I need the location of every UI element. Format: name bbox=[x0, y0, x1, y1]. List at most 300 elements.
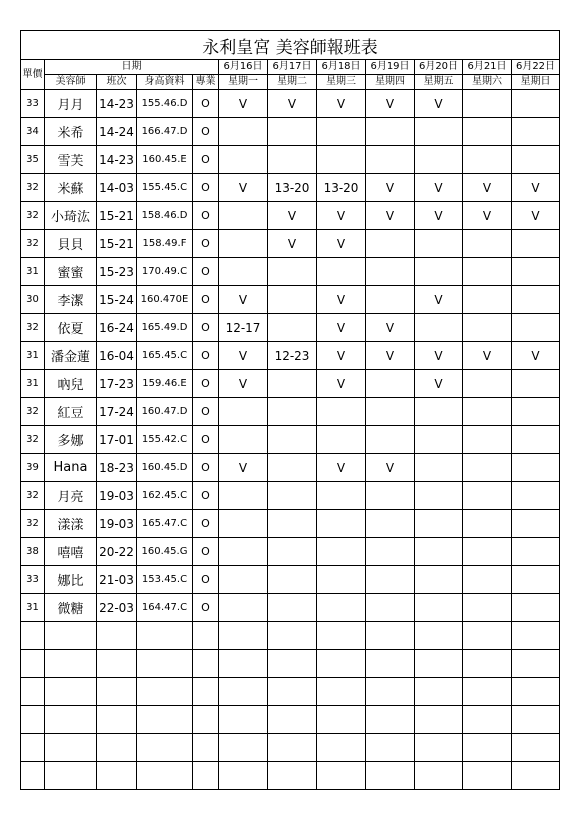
empty-cell bbox=[317, 734, 366, 762]
table-row bbox=[21, 370, 560, 398]
date-header-4: 6月19日 bbox=[366, 60, 415, 75]
day-cell bbox=[317, 538, 366, 566]
day-cell bbox=[512, 454, 560, 482]
day-cell bbox=[268, 566, 317, 594]
empty-cell bbox=[366, 762, 415, 790]
day-cell: V bbox=[415, 202, 463, 230]
table-row bbox=[21, 398, 560, 426]
day-cell bbox=[219, 146, 268, 174]
name-cell: 貝貝 bbox=[45, 230, 97, 258]
table-row bbox=[21, 566, 560, 594]
empty-cell bbox=[193, 678, 219, 706]
empty-cell bbox=[268, 678, 317, 706]
day-cell: V bbox=[463, 342, 512, 370]
day-cell bbox=[512, 90, 560, 118]
weekday-header-2: 星期二 bbox=[268, 75, 317, 90]
empty-cell bbox=[268, 734, 317, 762]
flag-cell: O bbox=[193, 202, 219, 230]
day-cell bbox=[415, 426, 463, 454]
info-cell: 166.47.D bbox=[137, 118, 193, 146]
day-cell bbox=[415, 258, 463, 286]
day-cell bbox=[463, 398, 512, 426]
shift-cell: 17-23 bbox=[97, 370, 137, 398]
empty-cell bbox=[97, 678, 137, 706]
empty-cell bbox=[193, 734, 219, 762]
day-cell: V bbox=[317, 202, 366, 230]
day-cell bbox=[268, 454, 317, 482]
day-cell: V bbox=[366, 342, 415, 370]
date-header-3: 6月18日 bbox=[317, 60, 366, 75]
name-cell: 依夏 bbox=[45, 314, 97, 342]
day-cell: V bbox=[219, 174, 268, 202]
empty-cell bbox=[463, 678, 512, 706]
day-cell: 12-17 bbox=[219, 314, 268, 342]
table-row bbox=[21, 146, 560, 174]
empty-cell bbox=[366, 734, 415, 762]
day-cell: V bbox=[219, 454, 268, 482]
day-cell bbox=[268, 258, 317, 286]
day-cell bbox=[512, 510, 560, 538]
name-column-header: 美容師 bbox=[45, 75, 97, 90]
price-cell: 38 bbox=[21, 538, 45, 566]
empty-cell bbox=[463, 650, 512, 678]
day-cell bbox=[317, 426, 366, 454]
info-cell: 155.46.D bbox=[137, 90, 193, 118]
price-cell: 35 bbox=[21, 146, 45, 174]
table-row bbox=[21, 90, 560, 118]
table-row bbox=[21, 426, 560, 454]
empty-cell bbox=[268, 622, 317, 650]
info-cell: 170.49.C bbox=[137, 258, 193, 286]
empty-cell bbox=[512, 678, 560, 706]
info-cell: 160.45.E bbox=[137, 146, 193, 174]
roster-sheet bbox=[20, 30, 560, 790]
day-cell: V bbox=[415, 174, 463, 202]
day-cell bbox=[463, 230, 512, 258]
name-cell: 微糖 bbox=[45, 594, 97, 622]
shift-cell: 14-23 bbox=[97, 90, 137, 118]
empty-cell bbox=[219, 622, 268, 650]
table-row bbox=[21, 342, 560, 370]
day-cell bbox=[219, 510, 268, 538]
day-cell bbox=[366, 258, 415, 286]
empty-cell bbox=[137, 762, 193, 790]
info-cell: 165.45.C bbox=[137, 342, 193, 370]
day-cell: V bbox=[415, 90, 463, 118]
empty-cell bbox=[45, 734, 97, 762]
day-cell bbox=[219, 594, 268, 622]
day-cell bbox=[415, 482, 463, 510]
empty-cell bbox=[317, 706, 366, 734]
table-row bbox=[21, 258, 560, 286]
weekday-header-7: 星期日 bbox=[512, 75, 560, 90]
day-cell: V bbox=[415, 342, 463, 370]
flag-cell: O bbox=[193, 174, 219, 202]
day-cell: V bbox=[415, 370, 463, 398]
flag-cell: O bbox=[193, 118, 219, 146]
day-cell bbox=[366, 594, 415, 622]
day-cell bbox=[317, 510, 366, 538]
day-cell: V bbox=[219, 286, 268, 314]
price-cell: 32 bbox=[21, 174, 45, 202]
shift-cell: 16-04 bbox=[97, 342, 137, 370]
flag-cell: O bbox=[193, 90, 219, 118]
day-cell: V bbox=[268, 230, 317, 258]
day-cell bbox=[219, 426, 268, 454]
shift-cell: 15-21 bbox=[97, 202, 137, 230]
info-cell: 160.45.D bbox=[137, 454, 193, 482]
day-cell bbox=[366, 370, 415, 398]
day-cell bbox=[463, 426, 512, 454]
day-cell bbox=[317, 118, 366, 146]
price-cell: 30 bbox=[21, 286, 45, 314]
day-cell bbox=[268, 370, 317, 398]
day-cell bbox=[415, 454, 463, 482]
shift-cell: 16-24 bbox=[97, 314, 137, 342]
day-cell bbox=[415, 118, 463, 146]
flag-cell: O bbox=[193, 398, 219, 426]
day-cell bbox=[268, 146, 317, 174]
day-cell bbox=[463, 510, 512, 538]
day-cell bbox=[415, 398, 463, 426]
name-cell: 紅豆 bbox=[45, 398, 97, 426]
empty-cell bbox=[193, 622, 219, 650]
day-cell: V bbox=[317, 342, 366, 370]
empty-cell bbox=[193, 650, 219, 678]
shift-cell: 15-23 bbox=[97, 258, 137, 286]
empty-cell bbox=[463, 762, 512, 790]
empty-cell bbox=[463, 734, 512, 762]
name-cell: 潘金蓮 bbox=[45, 342, 97, 370]
table-row bbox=[21, 118, 560, 146]
price-cell: 31 bbox=[21, 342, 45, 370]
day-cell bbox=[463, 482, 512, 510]
price-cell: 32 bbox=[21, 426, 45, 454]
table-row bbox=[21, 202, 560, 230]
empty-row bbox=[21, 734, 560, 762]
price-cell: 31 bbox=[21, 594, 45, 622]
day-cell bbox=[268, 538, 317, 566]
day-cell bbox=[317, 566, 366, 594]
day-cell bbox=[512, 594, 560, 622]
table-row bbox=[21, 510, 560, 538]
empty-cell bbox=[21, 678, 45, 706]
empty-cell bbox=[219, 734, 268, 762]
day-cell: V bbox=[366, 202, 415, 230]
shift-cell: 14-23 bbox=[97, 146, 137, 174]
table-row bbox=[21, 174, 560, 202]
empty-cell bbox=[463, 706, 512, 734]
shift-column-header: 班次 bbox=[97, 75, 137, 90]
day-cell bbox=[463, 370, 512, 398]
day-cell: V bbox=[463, 202, 512, 230]
day-cell: V bbox=[268, 202, 317, 230]
day-cell: V bbox=[317, 314, 366, 342]
day-cell bbox=[366, 230, 415, 258]
day-cell bbox=[317, 146, 366, 174]
day-cell bbox=[366, 398, 415, 426]
info-cell: 160.45.G bbox=[137, 538, 193, 566]
day-cell: V bbox=[366, 314, 415, 342]
day-cell: V bbox=[317, 230, 366, 258]
empty-cell bbox=[366, 622, 415, 650]
day-cell bbox=[463, 454, 512, 482]
empty-cell bbox=[219, 706, 268, 734]
empty-cell bbox=[415, 706, 463, 734]
name-cell: 多娜 bbox=[45, 426, 97, 454]
day-cell bbox=[512, 286, 560, 314]
table-row bbox=[21, 454, 560, 482]
date-header: 日期 bbox=[45, 60, 219, 75]
day-cell bbox=[463, 90, 512, 118]
empty-cell bbox=[366, 706, 415, 734]
day-cell bbox=[512, 230, 560, 258]
empty-cell bbox=[366, 678, 415, 706]
empty-cell bbox=[21, 734, 45, 762]
day-cell bbox=[366, 286, 415, 314]
table-row bbox=[21, 314, 560, 342]
flag-cell: O bbox=[193, 258, 219, 286]
day-cell bbox=[463, 146, 512, 174]
empty-cell bbox=[137, 622, 193, 650]
flag-cell: O bbox=[193, 286, 219, 314]
day-cell bbox=[317, 258, 366, 286]
day-cell bbox=[415, 230, 463, 258]
flag-cell: O bbox=[193, 426, 219, 454]
day-cell bbox=[366, 538, 415, 566]
empty-cell bbox=[219, 678, 268, 706]
day-cell bbox=[317, 398, 366, 426]
info-cell: 162.45.C bbox=[137, 482, 193, 510]
day-cell bbox=[463, 594, 512, 622]
day-cell bbox=[268, 286, 317, 314]
name-cell: 米蘇 bbox=[45, 174, 97, 202]
price-header: 單價 bbox=[21, 60, 45, 90]
shift-cell: 17-01 bbox=[97, 426, 137, 454]
day-cell bbox=[219, 118, 268, 146]
empty-cell bbox=[415, 622, 463, 650]
empty-cell bbox=[45, 678, 97, 706]
empty-cell bbox=[268, 650, 317, 678]
name-cell: 月亮 bbox=[45, 482, 97, 510]
day-cell bbox=[463, 258, 512, 286]
flag-cell: O bbox=[193, 146, 219, 174]
day-cell: V bbox=[317, 90, 366, 118]
day-cell bbox=[512, 314, 560, 342]
day-cell bbox=[366, 118, 415, 146]
day-cell bbox=[219, 202, 268, 230]
name-cell: 吶兒 bbox=[45, 370, 97, 398]
day-cell bbox=[512, 566, 560, 594]
day-cell bbox=[415, 566, 463, 594]
table-row bbox=[21, 482, 560, 510]
empty-cell bbox=[97, 762, 137, 790]
flag-cell: O bbox=[193, 342, 219, 370]
empty-cell bbox=[317, 678, 366, 706]
flag-cell: O bbox=[193, 370, 219, 398]
date-header-2: 6月17日 bbox=[268, 60, 317, 75]
info-cell: 155.42.C bbox=[137, 426, 193, 454]
price-cell: 32 bbox=[21, 510, 45, 538]
empty-cell bbox=[97, 706, 137, 734]
day-cell: V bbox=[415, 286, 463, 314]
empty-cell bbox=[317, 622, 366, 650]
shift-cell: 15-21 bbox=[97, 230, 137, 258]
flag-cell: O bbox=[193, 454, 219, 482]
day-cell bbox=[415, 510, 463, 538]
day-cell: V bbox=[463, 174, 512, 202]
day-cell: V bbox=[317, 370, 366, 398]
price-cell: 33 bbox=[21, 566, 45, 594]
empty-cell bbox=[21, 706, 45, 734]
day-cell bbox=[512, 146, 560, 174]
empty-row bbox=[21, 622, 560, 650]
empty-cell bbox=[45, 622, 97, 650]
weekday-header-1: 星期一 bbox=[219, 75, 268, 90]
name-cell: 嘻嘻 bbox=[45, 538, 97, 566]
empty-cell bbox=[137, 678, 193, 706]
day-cell bbox=[268, 594, 317, 622]
empty-cell bbox=[219, 762, 268, 790]
shift-cell: 19-03 bbox=[97, 510, 137, 538]
info-cell: 158.46.D bbox=[137, 202, 193, 230]
date-header-5: 6月20日 bbox=[415, 60, 463, 75]
shift-cell: 14-03 bbox=[97, 174, 137, 202]
empty-cell bbox=[45, 762, 97, 790]
empty-cell bbox=[512, 706, 560, 734]
info-cell: 165.47.C bbox=[137, 510, 193, 538]
empty-cell bbox=[45, 706, 97, 734]
day-cell bbox=[317, 594, 366, 622]
roster-table bbox=[20, 30, 560, 790]
day-cell bbox=[512, 482, 560, 510]
flag-cell: O bbox=[193, 538, 219, 566]
empty-cell bbox=[97, 734, 137, 762]
price-cell: 39 bbox=[21, 454, 45, 482]
empty-cell bbox=[219, 650, 268, 678]
empty-cell bbox=[512, 650, 560, 678]
empty-cell bbox=[512, 762, 560, 790]
header-row-columns bbox=[21, 75, 560, 90]
flag-cell: O bbox=[193, 482, 219, 510]
name-cell: 李潔 bbox=[45, 286, 97, 314]
day-cell bbox=[415, 538, 463, 566]
name-cell: 小琦汯 bbox=[45, 202, 97, 230]
flag-column-header: 專業 bbox=[193, 75, 219, 90]
empty-cell bbox=[415, 678, 463, 706]
empty-cell bbox=[193, 762, 219, 790]
day-cell bbox=[463, 118, 512, 146]
empty-row bbox=[21, 678, 560, 706]
day-cell: 12-23 bbox=[268, 342, 317, 370]
day-cell: V bbox=[366, 90, 415, 118]
empty-cell bbox=[137, 650, 193, 678]
day-cell: V bbox=[366, 454, 415, 482]
empty-cell bbox=[97, 622, 137, 650]
day-cell bbox=[512, 118, 560, 146]
shift-cell: 22-03 bbox=[97, 594, 137, 622]
empty-cell bbox=[463, 622, 512, 650]
day-cell: 13-20 bbox=[317, 174, 366, 202]
name-cell: 漾漾 bbox=[45, 510, 97, 538]
day-cell bbox=[219, 538, 268, 566]
info-cell: 155.45.C bbox=[137, 174, 193, 202]
table-row bbox=[21, 286, 560, 314]
empty-cell bbox=[415, 734, 463, 762]
empty-cell bbox=[268, 762, 317, 790]
shift-cell: 19-03 bbox=[97, 482, 137, 510]
empty-cell bbox=[21, 762, 45, 790]
name-cell: 蜜蜜 bbox=[45, 258, 97, 286]
day-cell bbox=[512, 370, 560, 398]
price-cell: 34 bbox=[21, 118, 45, 146]
day-cell bbox=[512, 398, 560, 426]
price-cell: 32 bbox=[21, 482, 45, 510]
day-cell: 13-20 bbox=[268, 174, 317, 202]
date-header-6: 6月21日 bbox=[463, 60, 512, 75]
empty-cell bbox=[21, 622, 45, 650]
flag-cell: O bbox=[193, 314, 219, 342]
day-cell: V bbox=[317, 286, 366, 314]
empty-cell bbox=[97, 650, 137, 678]
day-cell bbox=[415, 146, 463, 174]
day-cell bbox=[415, 314, 463, 342]
info-cell: 160.470E bbox=[137, 286, 193, 314]
day-cell bbox=[268, 426, 317, 454]
price-cell: 31 bbox=[21, 370, 45, 398]
price-cell: 33 bbox=[21, 90, 45, 118]
day-cell bbox=[415, 594, 463, 622]
info-column-header: 身高資料 bbox=[137, 75, 193, 90]
title-row bbox=[21, 31, 560, 60]
day-cell bbox=[463, 314, 512, 342]
weekday-header-4: 星期四 bbox=[366, 75, 415, 90]
day-cell bbox=[219, 230, 268, 258]
weekday-header-3: 星期三 bbox=[317, 75, 366, 90]
empty-cell bbox=[512, 734, 560, 762]
flag-cell: O bbox=[193, 230, 219, 258]
shift-cell: 14-24 bbox=[97, 118, 137, 146]
empty-cell bbox=[415, 650, 463, 678]
day-cell bbox=[219, 258, 268, 286]
day-cell bbox=[512, 258, 560, 286]
info-cell: 160.47.D bbox=[137, 398, 193, 426]
price-cell: 32 bbox=[21, 202, 45, 230]
day-cell bbox=[463, 566, 512, 594]
shift-cell: 18-23 bbox=[97, 454, 137, 482]
flag-cell: O bbox=[193, 566, 219, 594]
table-row bbox=[21, 594, 560, 622]
day-cell bbox=[463, 538, 512, 566]
shift-cell: 15-24 bbox=[97, 286, 137, 314]
day-cell bbox=[366, 482, 415, 510]
day-cell bbox=[317, 482, 366, 510]
empty-row bbox=[21, 762, 560, 790]
day-cell bbox=[268, 118, 317, 146]
day-cell bbox=[366, 510, 415, 538]
name-cell: 米希 bbox=[45, 118, 97, 146]
day-cell bbox=[268, 482, 317, 510]
empty-row bbox=[21, 650, 560, 678]
info-cell: 158.49.F bbox=[137, 230, 193, 258]
info-cell: 153.45.C bbox=[137, 566, 193, 594]
day-cell bbox=[463, 286, 512, 314]
empty-cell bbox=[21, 650, 45, 678]
name-cell: 娜比 bbox=[45, 566, 97, 594]
name-cell: 月月 bbox=[45, 90, 97, 118]
date-header-1: 6月16日 bbox=[219, 60, 268, 75]
empty-cell bbox=[317, 650, 366, 678]
